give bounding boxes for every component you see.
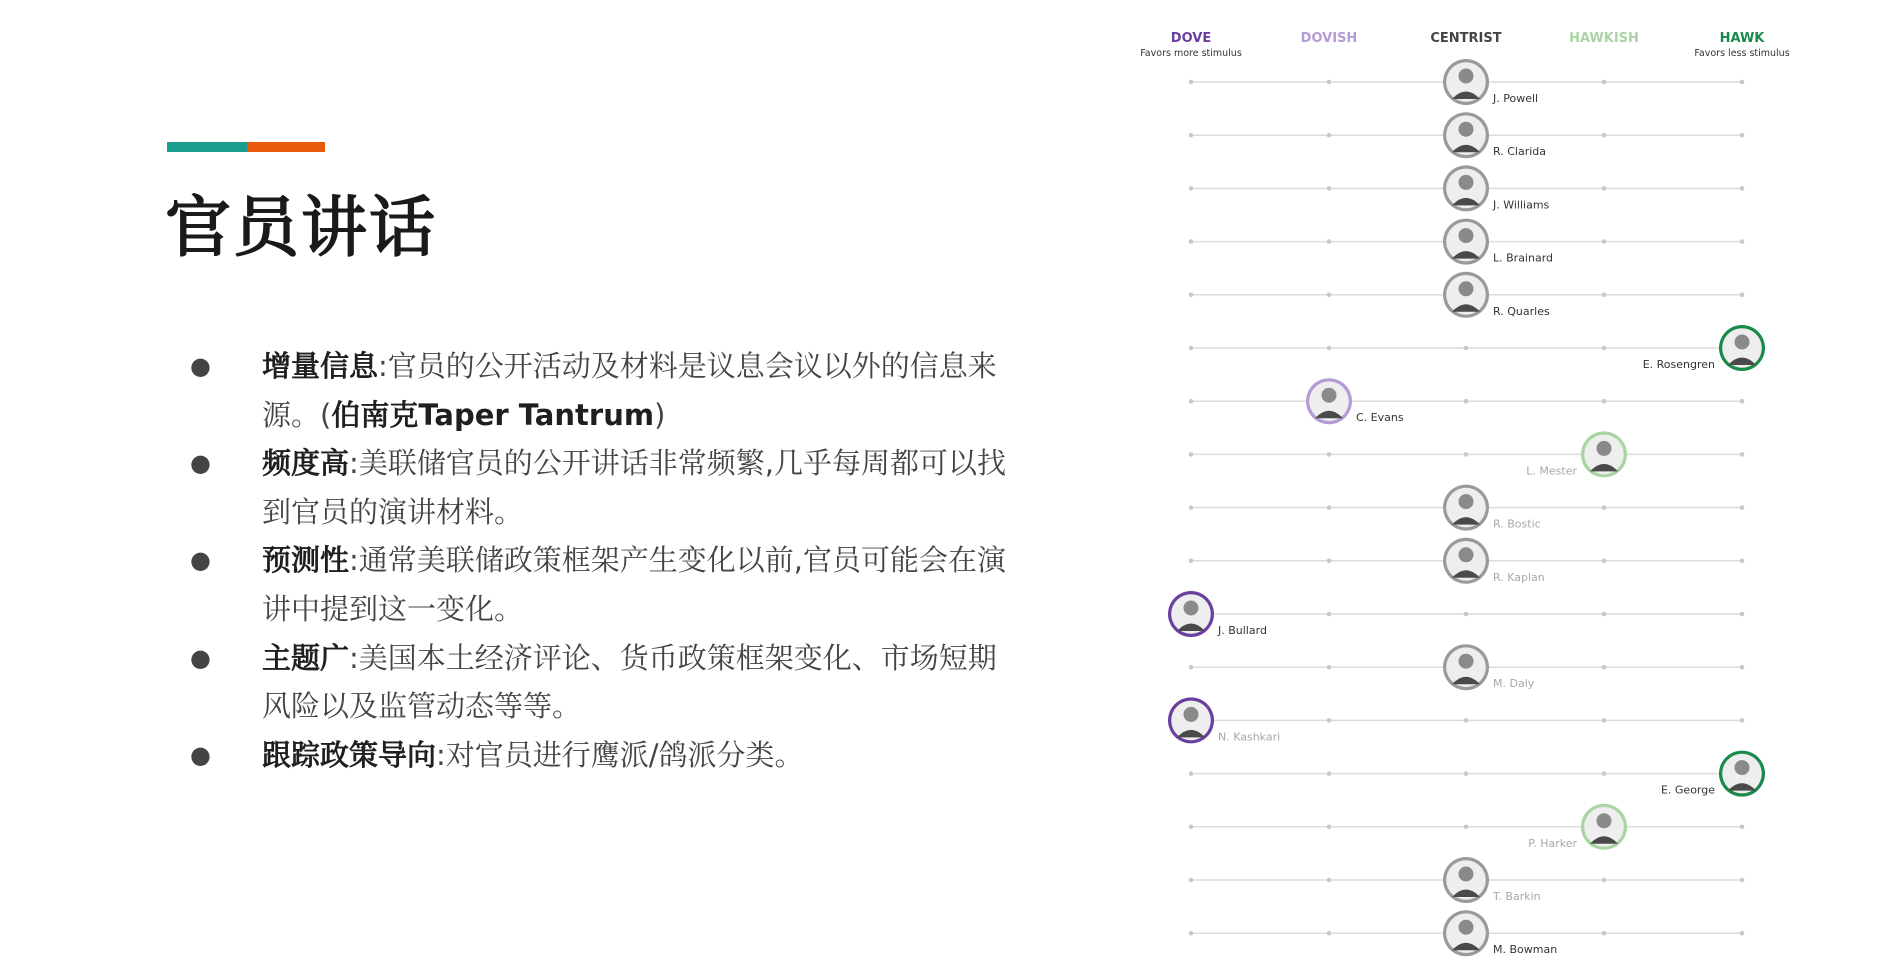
stance-tick-dot <box>1327 80 1332 85</box>
official-name-label: M. Bowman <box>1493 943 1558 957</box>
official-head-icon <box>1184 601 1199 616</box>
stance-tick-dot <box>1740 133 1745 138</box>
stance-tick-dot <box>1464 612 1469 617</box>
stance-tick-dot <box>1327 771 1332 776</box>
stance-tick-dot <box>1327 718 1332 723</box>
stance-tick-dot <box>1602 399 1607 404</box>
official-head-icon <box>1735 760 1750 775</box>
stance-tick-dot <box>1602 665 1607 670</box>
stance-tick-dot <box>1327 346 1332 351</box>
bullet-keyword: 增量信息 <box>262 349 379 383</box>
stance-tick-dot <box>1740 878 1745 883</box>
stance-tick-dot <box>1602 559 1607 564</box>
bullet-dot-icon: ● <box>190 352 211 380</box>
bullet-keyword-2: 伯南克Taper Tantrum <box>331 397 655 432</box>
stance-tick-dot <box>1327 878 1332 883</box>
stance-tick-dot <box>1189 559 1194 564</box>
stance-tick-dot <box>1602 505 1607 510</box>
stance-tick-dot <box>1602 293 1607 298</box>
official-name-label: P. Harker <box>1528 836 1577 850</box>
stance-tick-dot <box>1602 771 1607 776</box>
stance-tick-dot <box>1189 505 1194 510</box>
official-head-icon <box>1735 335 1750 350</box>
bullet-dot-icon: ● <box>190 643 211 672</box>
stance-tick-dot <box>1464 718 1469 723</box>
stance-tick-dot <box>1327 612 1332 617</box>
official-head-icon <box>1459 547 1474 562</box>
stance-tick-dot <box>1189 452 1194 457</box>
stance-tick-dot <box>1189 825 1194 830</box>
stance-tick-dot <box>1327 293 1332 298</box>
bullet-keyword: 预测性 <box>262 543 350 578</box>
bullet-list <box>190 342 1020 779</box>
stance-tick-dot <box>1327 931 1332 936</box>
bullet-item <box>190 342 1020 439</box>
accent-teal <box>167 142 247 152</box>
official-head-icon <box>1459 175 1474 190</box>
stance-tick-dot <box>1189 133 1194 138</box>
official-name-label: M. Daly <box>1493 677 1535 691</box>
official-name-label: E. George <box>1660 783 1715 797</box>
bullet-item <box>190 439 1020 536</box>
official-name-label: L. Mester <box>1526 464 1577 478</box>
stance-tick-dot <box>1327 133 1332 138</box>
accent-orange <box>247 142 325 152</box>
official-head-icon <box>1459 122 1474 137</box>
bullet-keyword: 跟踪政策导向 <box>262 737 437 772</box>
bullet-item <box>190 536 1020 633</box>
official-name-label: J. Powell <box>1493 92 1539 105</box>
stance-tick-dot <box>1327 665 1332 670</box>
stance-tick-dot <box>1189 399 1194 404</box>
bullet-item <box>190 634 1020 731</box>
stance-tick-dot <box>1602 186 1607 191</box>
stance-header-dove: DOVE <box>1170 31 1212 46</box>
official-name-label: T. Barkin <box>1493 890 1541 903</box>
stance-tick-dot <box>1740 559 1745 564</box>
stance-tick-dot <box>1189 293 1194 298</box>
bullet-dot-icon: ● <box>190 740 211 769</box>
official-head-icon <box>1597 813 1612 828</box>
official-name-label: C. Evans <box>1356 411 1404 425</box>
stance-tick-dot <box>1189 931 1194 936</box>
stance-tick-dot <box>1740 452 1745 457</box>
stance-tick-dot <box>1189 665 1194 670</box>
stance-tick-dot <box>1464 825 1469 830</box>
official-name-label: J. Williams <box>1493 198 1550 212</box>
official-name-label: E. Rosengren <box>1642 358 1715 371</box>
stance-tick-dot <box>1327 186 1332 191</box>
stance-tick-dot <box>1740 718 1745 723</box>
official-name-label: R. Clarida <box>1493 145 1547 159</box>
official-name-label: L. Brainard <box>1493 251 1554 265</box>
stance-tick-dot <box>1327 559 1332 564</box>
stance-tick-dot <box>1602 878 1607 883</box>
bullet-tail: ) <box>654 397 666 432</box>
stance-header-hawk: HAWK <box>1719 31 1765 46</box>
stance-tick-dot <box>1740 931 1745 936</box>
official-head-icon <box>1459 69 1474 84</box>
stance-tick-dot <box>1740 293 1745 298</box>
stance-tick-dot <box>1740 665 1745 670</box>
stance-tick-dot <box>1740 399 1745 404</box>
stance-header-centrist: CENTRIST <box>1430 31 1502 46</box>
official-head-icon <box>1459 281 1474 296</box>
stance-tick-dot <box>1740 80 1745 85</box>
bullet-keyword: 频度高 <box>262 446 350 481</box>
stance-tick-dot <box>1464 399 1469 404</box>
bullet-text: :通常美联储政策框架产生变化以前,官员可能会在演讲中提到这一变化。 <box>262 543 1007 626</box>
official-head-icon <box>1184 707 1199 722</box>
stance-sublabel-dove: Favors more stimulus <box>1140 48 1242 59</box>
stance-tick-dot <box>1740 239 1745 244</box>
stance-tick-dot <box>1464 452 1469 457</box>
official-head-icon <box>1597 441 1612 456</box>
official-name-label: R. Bostic <box>1493 517 1541 531</box>
stance-tick-dot <box>1189 771 1194 776</box>
bullet-text: :美国本土经济评论、货币政策框架变化、市场短期风险以及监管动态等等。 <box>262 640 997 724</box>
stance-tick-dot <box>1740 186 1745 191</box>
stance-tick-dot <box>1602 718 1607 723</box>
bullet-text: :对官员进行鹰派/鸽派分类。 <box>436 737 804 772</box>
bullet-text: :美联储官员的公开讲话非常频繁,几乎每周都可以找到官员的演讲材料。 <box>262 446 1007 529</box>
stance-tick-dot <box>1189 186 1194 191</box>
official-head-icon <box>1459 920 1474 935</box>
official-name-label: R. Kaplan <box>1493 570 1545 584</box>
official-name-label: J. Bullard <box>1218 624 1267 637</box>
stance-tick-dot <box>1602 133 1607 138</box>
stance-tick-dot <box>1740 612 1745 617</box>
stance-tick-dot <box>1189 346 1194 351</box>
stance-tick-dot <box>1602 346 1607 351</box>
official-head-icon <box>1459 654 1474 669</box>
official-head-icon <box>1459 494 1474 509</box>
official-head-icon <box>1459 228 1474 243</box>
stance-tick-dot <box>1327 825 1332 830</box>
fed-stance-chart <box>1120 0 1903 968</box>
official-name-label: R. Quarles <box>1493 304 1550 318</box>
stance-sublabel-hawk: Favors less stimulus <box>1694 48 1790 59</box>
page-title: 官员讲话 <box>165 189 437 266</box>
stance-tick-dot <box>1327 452 1332 457</box>
stance-tick-dot <box>1189 80 1194 85</box>
stance-tick-dot <box>1327 505 1332 510</box>
stance-tick-dot <box>1327 239 1332 244</box>
title-accent-bar <box>167 142 325 152</box>
stance-tick-dot <box>1740 505 1745 510</box>
stance-tick-dot <box>1189 239 1194 244</box>
stance-header-dovish: DOVISH <box>1300 31 1358 46</box>
official-head-icon <box>1322 388 1337 403</box>
bullet-keyword: 主题广 <box>262 640 350 675</box>
stance-chart-svg <box>1120 0 1903 968</box>
bullet-item <box>190 731 1020 780</box>
stance-tick-dot <box>1602 612 1607 617</box>
stance-tick-dot <box>1464 771 1469 776</box>
stance-tick-dot <box>1602 239 1607 244</box>
official-head-icon <box>1459 867 1474 882</box>
stance-tick-dot <box>1189 878 1194 883</box>
official-name-label: N. Kashkari <box>1218 730 1281 744</box>
bullet-dot-icon: ● <box>190 449 211 478</box>
stance-tick-dot <box>1602 80 1607 85</box>
bullet-text: :官员的公开活动及材料是议息会议以外的信息来源。( <box>262 349 997 432</box>
bullet-dot-icon: ● <box>190 546 211 575</box>
stance-tick-dot <box>1464 346 1469 351</box>
stance-tick-dot <box>1602 931 1607 936</box>
stance-header-hawkish: HAWKISH <box>1569 31 1639 46</box>
stance-tick-dot <box>1740 825 1745 830</box>
